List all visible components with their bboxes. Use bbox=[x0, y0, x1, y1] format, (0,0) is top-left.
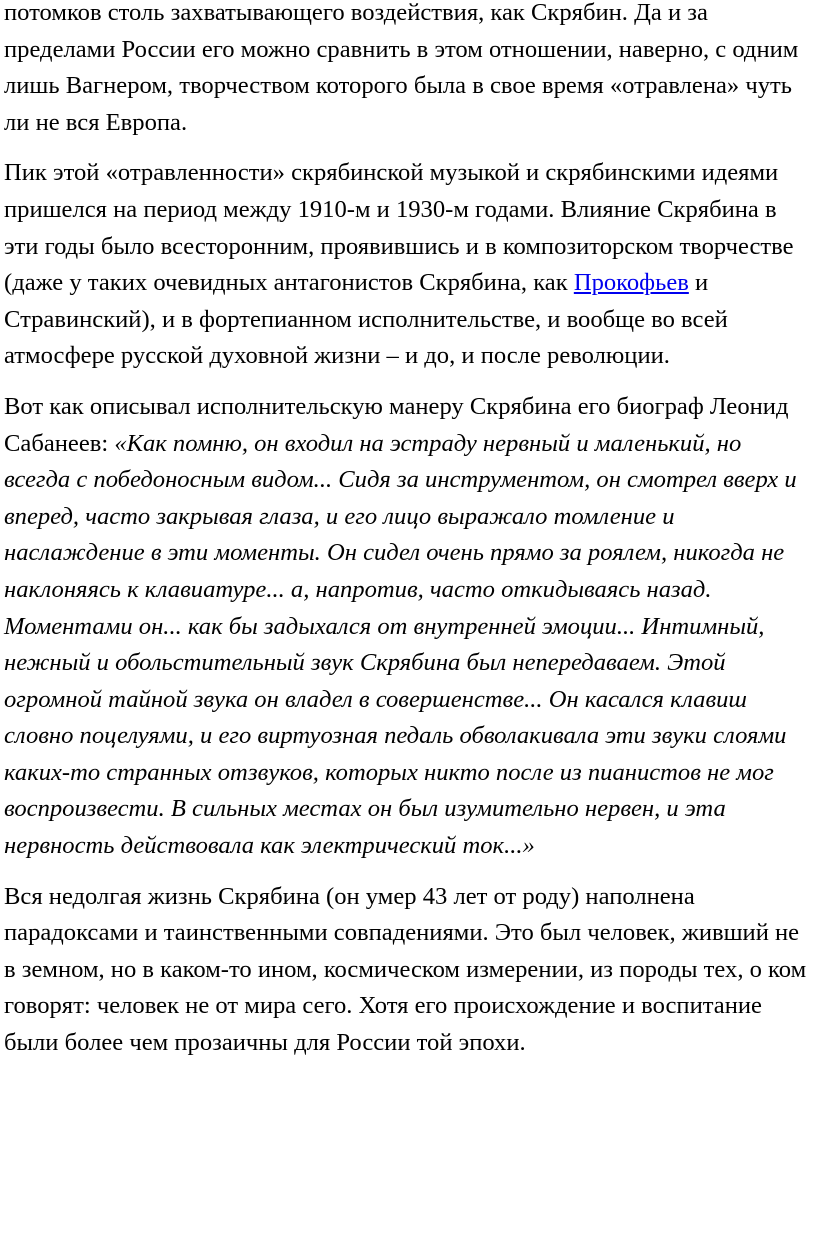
paragraph-2 bbox=[4, 155, 812, 375]
paragraph-4: Вся недолгая жизнь Скрябина (он умер 43 лет от роду) наполнена парадоксами и таинственными совпадениями. Это был человек, живший не в земном, но в каком-то ином, космическом измерении, из породы тех, о ком говорят: человек не от мира сего. Хотя его происхождение и воспитание были более чем прозаичны для России той эпохи. bbox=[4, 882, 807, 1057]
paragraph-3-intro: Вот как описывал исполнительскую манеру Скрябина его биограф Леонид Сабанеев: bbox=[4, 392, 789, 457]
prokofiev-link[interactable]: Прокофьев bbox=[573, 269, 689, 297]
paragraph-2-text-before-link: Пик этой «отравленности» скрябинской музыкой и скрябинскими идеями пришелся на период между 1910-м и 1930-м годами. Влияние Скрябина в эти годы было всесторонним, проявившись и в композиторском творчестве (даже у таких очевидных антагонистов Скрябина, как bbox=[4, 159, 794, 297]
sabaneev-quote: «Как помню, он входил на эстраду нервный и маленький, но всегда с победоносным видом... Сидя за инструментом, он смотрел вверх и вперед, часто закрывая глаза, и его лицо выражало томление и наслаждение в эти моменты. Он сидел очень прямо за роялем, никогда не наклоняясь к клавиатуре... а, напротив, часто откидываясь назад. Моментами он... как бы задыхался от внутренней эмоции... Интимный, нежный и обольстительный звук Скрябина был непередаваем. Этой огромной тайной звука он владел в совершенстве... Он касался клавиш словно поцелуями, и его виртуозная педаль обволакивала эти звуки слоями каких-то странных отзвуков, которых никто после из пианистов не мог воспроизвести. В сильных местах он был изумительно нервен, и эта нервность действовала как электрический ток...» bbox=[4, 429, 797, 860]
paragraph-1: потомков столь захватывающего воздействия, как Скрябин. Да и за пределами России его можно сравнить в этом отношении, наверно, с одним лишь Вагнером, творчеством которого была в свое время «отравлена» чуть ли не вся Европа. bbox=[4, 0, 799, 136]
paragraph-2-text-after-link: и Стравинский), и в фортепианном исполнительстве, и вообще во всей атмосфере русской духовной жизни – и до, и после революции. bbox=[4, 269, 728, 370]
paragraph-3 bbox=[4, 389, 812, 865]
